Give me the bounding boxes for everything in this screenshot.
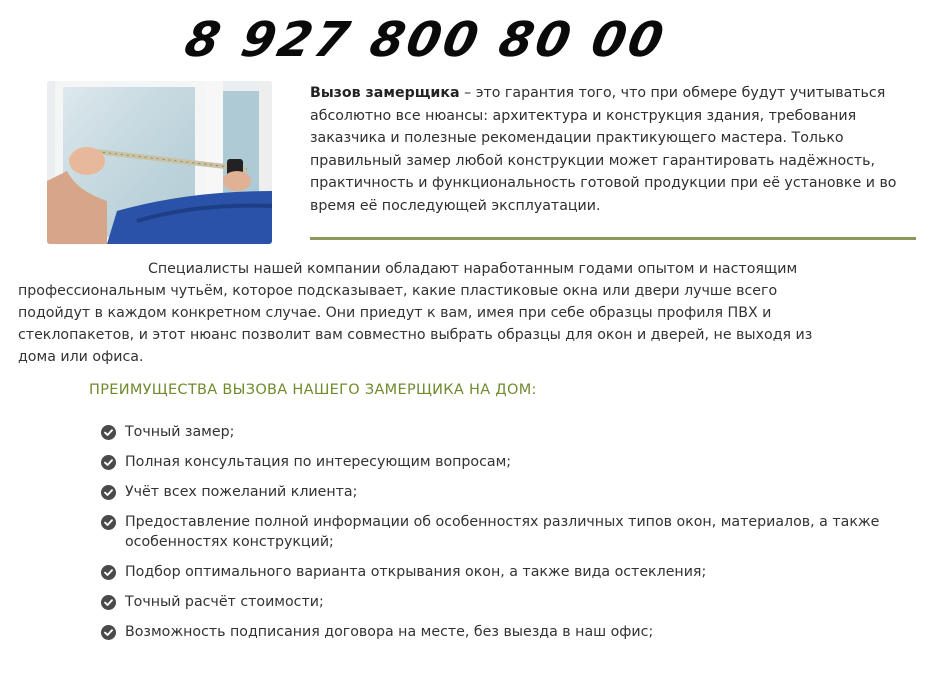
- check-circle-icon: [101, 425, 116, 440]
- intro-text: [310, 82, 910, 217]
- benefits-heading: ПРЕИМУЩЕСТВА ВЫЗОВА НАШЕГО ЗАМЕРЩИКА НА ДОМ:: [89, 382, 537, 398]
- benefits-list: [101, 422, 901, 642]
- window-measurement-photo: [47, 81, 272, 244]
- list-item: [101, 422, 901, 442]
- list-item: [101, 562, 901, 582]
- check-circle-icon: [101, 515, 116, 530]
- intro-bold-label: Вызов замерщика: [310, 85, 460, 101]
- check-circle-icon: [101, 625, 116, 640]
- check-circle-icon: [101, 565, 116, 580]
- intro-body: – это гарантия того, что при обмере будут учитываться абсолютно все нюансы: архитектура и конструкция здания, требования заказчика и полезные рекомендации практикующего мастера. Только правильный замер любой конструкции может гарантировать надёжность, практичность и функциональность готовой продукции при её установке и во время её последующей эксплуатации.: [310, 85, 897, 214]
- list-item: [101, 622, 901, 642]
- check-circle-icon: [101, 455, 116, 470]
- benefit-text: Подбор оптимального варианта открывания окон, а также вида остекления;: [125, 564, 707, 580]
- benefit-text: Учёт всех пожеланий клиента;: [125, 484, 358, 500]
- benefit-text: Предоставление полной информации об особенностях различных типов окон, материалов, а также особенностях конструкций;: [125, 514, 880, 550]
- list-item: [101, 482, 901, 502]
- check-circle-icon: [101, 485, 116, 500]
- list-item: [101, 592, 901, 612]
- divider: [310, 237, 916, 240]
- benefit-text: Возможность подписания договора на месте, без выезда в наш офис;: [125, 624, 654, 640]
- phone-number[interactable]: 8 927 800 80 00: [180, 12, 672, 68]
- paragraph-text: Специалисты нашей компании обладают наработанным годами опытом и настоящим профессиональным чутьём, которое подсказывает, какие пластиковые окна или двери лучше всего подойдут в каждом конкретном случае. Они приедут к вам, имея при себе образцы профиля ПВХ и стеклопакетов, и этот нюанс позволит вам совместно выбрать образцы для окон и дверей, не выходя из дома или офиса.: [18, 261, 813, 365]
- list-item: [101, 512, 901, 552]
- benefit-text: Точный замер;: [125, 424, 235, 440]
- company-paragraph: [18, 258, 838, 368]
- check-circle-icon: [101, 595, 116, 610]
- list-item: [101, 452, 901, 472]
- benefit-text: Полная консультация по интересующим вопросам;: [125, 454, 512, 470]
- benefit-text: Точный расчёт стоимости;: [125, 594, 324, 610]
